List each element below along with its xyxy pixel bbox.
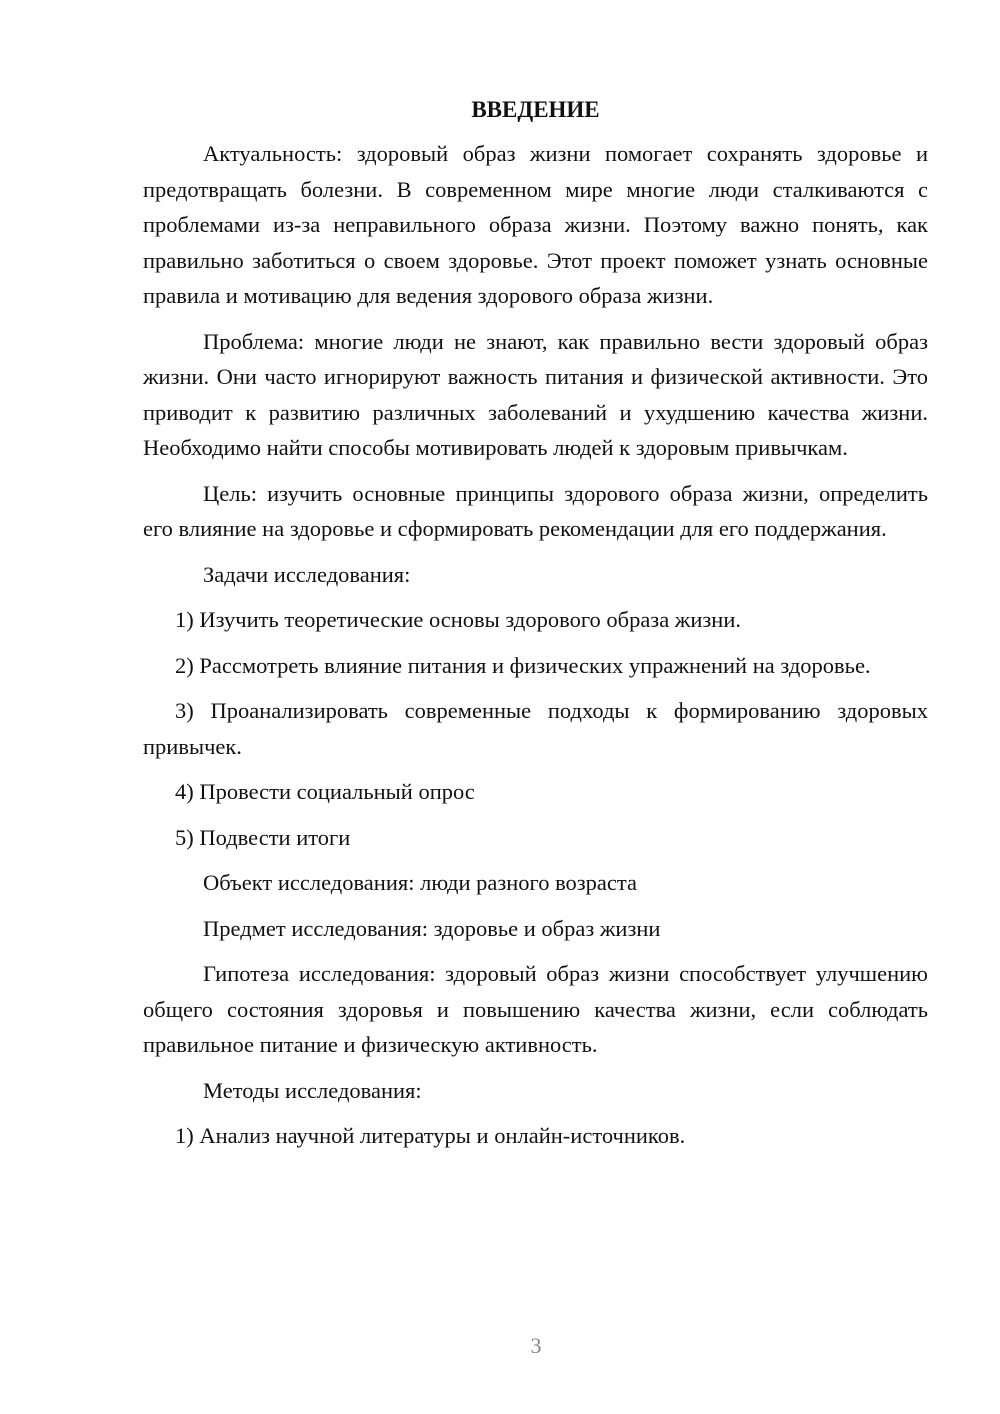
research-object: Объект исследования: люди разного возраста	[203, 870, 637, 895]
task-item: 5) Подвести итоги	[175, 824, 351, 850]
paragraph-relevance: Актуальность: здоровый образ жизни помогает сохранять здоровье и предотвращать болезни. В современном мире многие люди сталкиваются с проблемами из-за неправильного образа жизни. Поэтому важно понять, как правильно заботиться о своем здоровье. Этот проект поможет узнать основные правила и мотивацию для ведения здорового образа жизни.	[143, 141, 928, 308]
tasks-heading: Задачи исследования:	[203, 561, 411, 587]
paragraph-goal: Цель: изучить основные принципы здорового образа жизни, определить его влияние на здоровье и сформировать рекомендации для его поддержания.	[143, 480, 928, 541]
task-item: 4) Провести социальный опрос	[175, 779, 475, 804]
task-item: 1) Изучить теоретические основы здорового образа жизни.	[175, 607, 741, 632]
page-number: 3	[530, 1333, 542, 1358]
research-hypothesis: Гипотеза исследования: здоровый образ жизни способствует улучшению общего состояния здоровья и повышению качества жизни, если соблюдать правильное питание и физическую активность.	[143, 961, 928, 1057]
research-subject: Предмет исследования: здоровье и образ жизни	[203, 915, 661, 941]
task-item: 2) Рассмотреть влияние питания и физических упражнений на здоровье.	[175, 652, 871, 678]
document-page	[143, 92, 928, 1164]
method-item: 1) Анализ научной литературы и онлайн-источников.	[175, 1123, 686, 1148]
paragraph-problem: Проблема: многие люди не знают, как правильно вести здоровый образ жизни. Они часто игнорируют важность питания и физической активности. Это приводит к развитию различных заболеваний и ухудшению качества жизни. Необходимо найти способы мотивировать людей к здоровым привычкам.	[143, 328, 928, 460]
section-title: ВВЕДЕНИЕ	[471, 97, 600, 122]
methods-heading: Методы исследования:	[203, 1077, 422, 1103]
task-item: 3) Проанализировать современные подходы к формированию здоровых привычек.	[143, 698, 928, 759]
